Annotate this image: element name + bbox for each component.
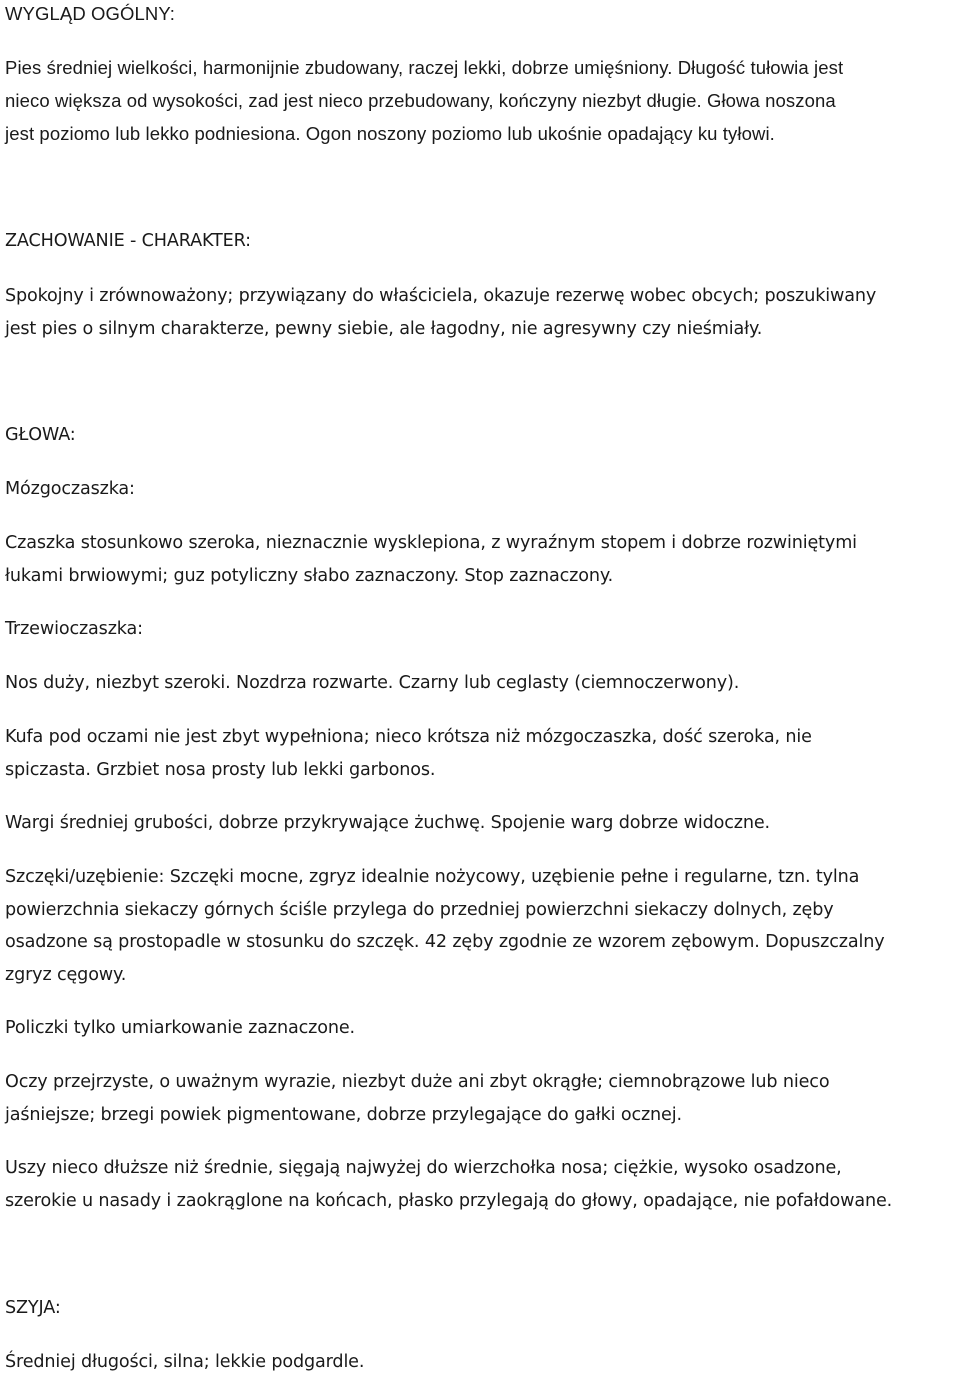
mozgoczaszka-label: Mózgoczaszka: [5, 479, 135, 499]
mozgoczaszka-line-2: łukami brwiowymi; guz potyliczny słabo zaznaczony. Stop zaznaczony. [5, 566, 614, 586]
szyja-paragraph: Średniej długości, silna; lekkie podgardle. [5, 1352, 365, 1372]
section-heading-glowa: GŁOWA: [5, 425, 76, 445]
szczeki-line-1: Szczęki/uzębienie: Szczęki mocne, zgryz idealnie nożycowy, uzębienie pełne i regularne, tzn. tylna [5, 867, 860, 887]
wargi-paragraph: Wargi średniej grubości, dobrze przykrywające żuchwę. Spojenie warg dobrze widoczne. [5, 813, 770, 833]
szczeki-line-2: powierzchnia siekaczy górnych ściśle przylega do przedniej powierzchni siekaczy dolnych, zęby [5, 900, 834, 920]
wyglad-line-2: nieco większa od wysokości, zad jest nieco przebudowany, kończyny niezbyt długie. Głowa noszona [5, 90, 836, 111]
wyglad-line-3: jest poziomo lub lekko podniesiona. Ogon noszony poziomo lub ukośnie opadający ku tyłowi. [5, 123, 775, 144]
kufa-line-2: spiczasta. Grzbiet nosa prosty lub lekki garbonos. [5, 760, 436, 780]
oczy-line-2: jaśniejsze; brzegi powiek pigmentowane, dobrze przylegające do gałki ocznej. [5, 1105, 682, 1125]
mozgoczaszka-line-1: Czaszka stosunkowo szeroka, nieznacznie wysklepiona, z wyraźnym stopem i dobrze rozwiniętymi [5, 533, 857, 553]
policzki-paragraph: Policzki tylko umiarkowanie zaznaczone. [5, 1018, 355, 1038]
section-heading-zachowanie: ZACHOWANIE - CHARAKTER: [5, 231, 251, 251]
nos-paragraph: Nos duży, niezbyt szeroki. Nozdrza rozwarte. Czarny lub ceglasty (ciemnoczerwony). [5, 673, 740, 693]
trzewioczaszka-label: Trzewioczaszka: [5, 619, 143, 639]
oczy-line-1: Oczy przejrzyste, o uważnym wyrazie, niezbyt duże ani zbyt okrągłe; ciemnobrązowe lub nieco [5, 1072, 830, 1092]
zachowanie-line-2: jest pies o silnym charakterze, pewny siebie, ale łagodny, nie agresywny czy nieśmiały. [5, 319, 763, 339]
uszy-line-2: szerokie u nasady i zaokrąglone na końcach, płasko przylegają do głowy, opadające, nie pofałdowane. [5, 1191, 893, 1211]
uszy-line-1: Uszy nieco dłuższe niż średnie, sięgają najwyżej do wierzchołka nosa; ciężkie, wysoko osadzone, [5, 1158, 842, 1178]
wyglad-line-1: Pies średniej wielkości, harmonijnie zbudowany, raczej lekki, dobrze umięśniony. Długość tułowia jest [5, 57, 844, 78]
szczeki-line-4: zgryz cęgowy. [5, 965, 127, 985]
section-heading-wyglad: WYGLĄD OGÓLNY: [5, 3, 175, 24]
szczeki-line-3: osadzone są prostopadle w stosunku do szczęk. 42 zęby zgodnie ze wzorem zębowym. Dopuszczalny [5, 932, 885, 952]
zachowanie-line-1: Spokojny i zrównoważony; przywiązany do właściciela, okazuje rezerwę wobec obcych; poszukiwany [5, 286, 877, 306]
kufa-line-1: Kufa pod oczami nie jest zbyt wypełniona; nieco krótsza niż mózgoczaszka, dość szeroka, nie [5, 727, 812, 747]
section-heading-szyja: SZYJA: [5, 1298, 61, 1318]
